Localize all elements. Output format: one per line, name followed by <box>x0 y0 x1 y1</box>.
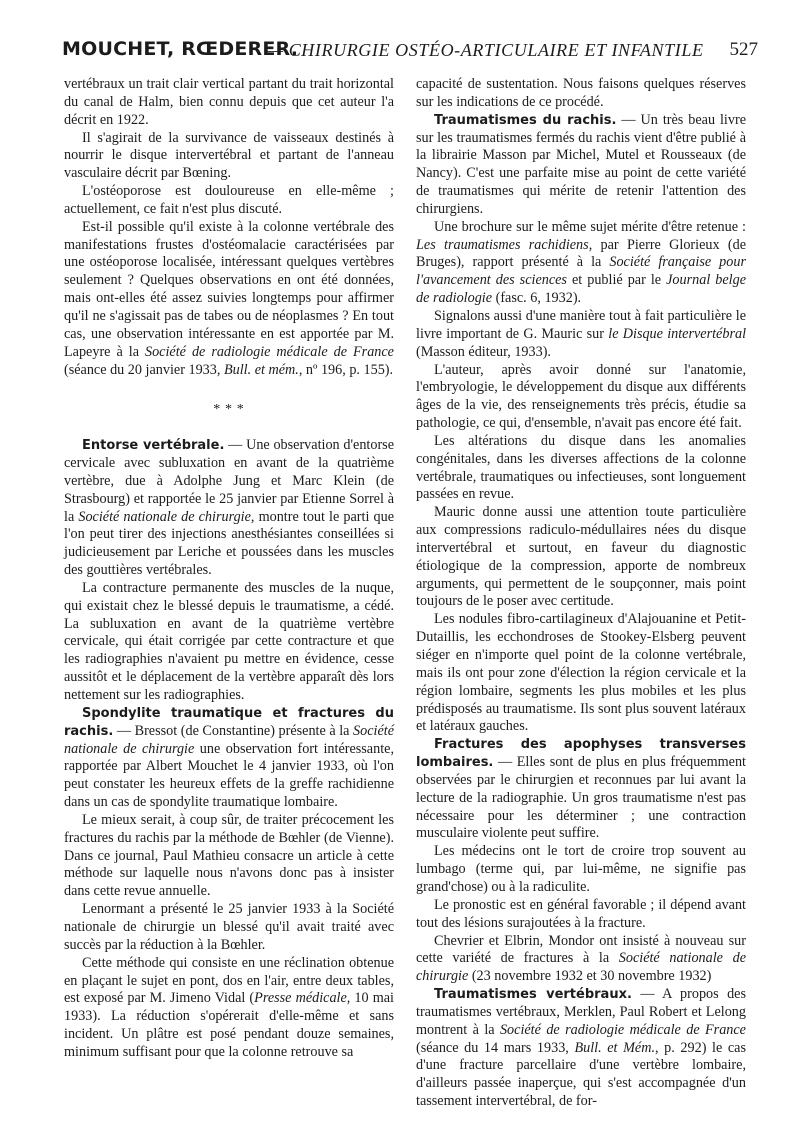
paragraph <box>416 219 746 308</box>
text-run: — A propos des traumatismes vertébraux, Merklen, Paul Robert et Lelong montrent à la <box>416 986 746 1038</box>
society-name: Société nationale de chirurgie <box>416 950 746 985</box>
section-heading: Fractures des apophyses transverses lombaires. <box>416 737 746 771</box>
paragraph <box>416 933 746 987</box>
text-run: — Bressot (de Constantine) présente à la <box>113 722 354 739</box>
text-run: , montre tout le parti que l'on peut tirer des injections anesthésiantes conseillées si judicieusement par Leriche et poussées dans les muscles des gouttières vertébrales. <box>64 508 395 579</box>
text-run: Chevrier et Elbrin, Mondor ont insisté à nouveau sur cette variété de fractures à la <box>416 932 746 967</box>
text-run: (séance du 20 janvier 1933, <box>64 361 224 378</box>
paragraph <box>64 437 394 580</box>
text-run: Signalons aussi d'une manière tout à fait particulière le livre important de G. Mauric sur <box>416 307 746 342</box>
paragraph: Lenormant a présenté le 25 janvier 1933 à la Société nationale de chirurgie un blessé qu'il avait traité avec succès par la réduction à la Bœhler. <box>64 901 394 953</box>
section-separator: * * * <box>213 402 245 418</box>
paragraph: Le mieux serait, à coup sûr, de traiter précocement les fractures du rachis par la méthode de Bœhler (de Vienne). Dans ce journal, Paul Mathieu consacre un article à cette méthode sur laquelle nous n'avons donc pas à insister dans cette revue annuelle. <box>64 811 394 900</box>
paragraph <box>64 955 394 1062</box>
journal-name: Journal belge de radiologie <box>416 272 747 307</box>
paragraph <box>64 705 394 812</box>
paragraph <box>416 112 746 219</box>
section-heading: Traumatismes du rachis. <box>434 112 617 128</box>
header-title: — CHIRURGIE OSTÉO-ARTICULAIRE ET INFANTILE <box>267 40 704 60</box>
paragraph: Les nodules fibro-cartilagineux d'Alajouanine et Petit-Dutaillis, les ecchondroses de Stookey-Elsberg peuvent siéger en n'importe quel point de la colonne vertébrale, mais ils ont pour zone d'élection la région cervicale et la région lombaire, segments les plus mobiles et les plus prédisposés au traumatisme. Ils sont plus souvent latéraux et latéraux gauches. <box>416 611 746 735</box>
paragraph: Les altérations du disque dans les anomalies congénitales, dans les diverses affections de la colonne vertébrale, traumatiques ou infectieuses, sont longuement passées en revue. <box>416 432 746 503</box>
page-number: 527 <box>729 39 758 60</box>
text-run: , par Pierre Glorieux (de Bruges), rapport présenté à la <box>416 236 747 271</box>
reference: Bull. et mém. <box>223 361 299 378</box>
section-heading: Traumatismes vertébraux. <box>434 987 632 1003</box>
paragraph: capacité de sustentation. Nous faisons quelques réserves sur les indications de ce procédé. <box>416 76 746 110</box>
text-run: (fasc. 6, 1932). <box>492 290 582 307</box>
paragraph: L'ostéoporose est douloureuse en elle-même ; actuellement, ce fait n'est plus discuté. <box>64 183 394 217</box>
book-title: Les traumatismes rachidiens <box>416 236 589 253</box>
journal-name: Presse médicale <box>254 990 347 1007</box>
paragraph: La contracture permanente des muscles de la nuque, qui existait chez le blessé depuis le traumatisme, a cédé. La subluxation en avant de la quatrième vertèbre cervicale, qui était corrigée par cette contracture et que les radiographies n'avaient pu mettre en évidence, cesse aussitôt et le déplacement de la vertèbre apparaît dès lors nettement sur les radiographies. <box>64 579 394 703</box>
paragraph: Les médecins ont le tort de croire trop souvent au lumbago (terme qui, par lui-même, ne signifie pas grand'chose) ou à la radiculite. <box>416 843 746 895</box>
text-run: , p. 292) le cas d'une fracture parcellaire d'une vertèbre lombaire, d'ailleurs passée inaperçue, qui s'est accompagnée d'un tassement intervertébral, de for- <box>416 1039 746 1110</box>
society-name: Société française pour l'avancement des sciences <box>416 254 746 289</box>
paragraph <box>416 736 746 843</box>
reference: Bull. et Mém. <box>574 1039 656 1056</box>
paragraph <box>416 308 746 362</box>
section-heading: Spondylite traumatique et fractures du rachis. <box>64 705 394 739</box>
paragraph: Le pronostic est en général favorable ; il dépend avant tout des lésions surajoutées à la fracture. <box>416 896 746 931</box>
paragraph: Il s'agirait de la survivance de vaisseaux destinés à nourrir le disque intervertébral et partant de l'anneau vasculaire décrit par Bœning. <box>64 129 394 182</box>
paragraph <box>64 219 394 380</box>
text-run: (séance du 14 mars 1933, <box>416 1039 575 1056</box>
society-name: Société de radiologie médicale de France <box>499 1021 746 1038</box>
paragraph: vertébraux un trait clair vertical partant du trait horizontal du canal de Halm, bien connu depuis que cet auteur l'a décrit en 1922. <box>64 76 394 128</box>
text-run: et publié par le <box>566 272 667 289</box>
book-title: le Disque intervertébral <box>608 325 747 342</box>
text-run: — Une observation d'entorse cervicale avec subluxation en avant de la quatrième vertèbre, due à Adolphe Jung et Marc Klein (de Strasbourg) et rapportée le 25 janvier par Etienne Sorrel à la <box>64 437 394 525</box>
text-run: (Masson éditeur, 1933). <box>416 343 551 360</box>
text-run: , 10 mai 1933). La réduction s'opérerait d'elle-même et sans incident. Un plâtre est posé pendant douze semaines, minimum suffisant pour que la colonne retrouve sa <box>64 990 394 1060</box>
header-authors: MOUCHET, RŒDERER. <box>62 38 299 60</box>
text-run: Cette méthode qui consiste en une réclination obtenue en plaçant le sujet en pont, dos en l'air, entre deux tables, est exposé par M. Jimeno Vidal ( <box>64 954 394 1007</box>
journal-name: Société de radiologie médicale de France <box>144 343 394 360</box>
text-run: (23 novembre 1932 et 30 novembre 1932) <box>468 968 712 985</box>
text-run: — Elles sont de plus en plus fréquemment observées par le chirurgien et reconnues par lui avant la lecture de la radiographie. Un gros traumatisme n'est pas nécessaire pour les déterminer ; une contraction musculaire violente peut suffire. <box>416 754 746 842</box>
right-column <box>416 76 746 1111</box>
text-run: — Un très beau livre sur les traumatismes fermés du rachis vient d'être publié à la librairie Masson par Michel, Mutel et Rousseaux (de Nancy). C'est une parfaite mise au point de cette variété de traumatismes qui mérite de retenir l'attention des chirurgiens. <box>416 111 746 217</box>
text-run: Est-il possible qu'il existe à la colonne vertébrale des manifestations frustes d'ostéomalacie caractérisées par une ostéoporose localisée, intéressant quelques vertèbres seulement ? Quelques observations en ont été données, mais ont-elles été assez suivies longtemps pour affirmer qu'il ne s'agissait pas de tabes ou de néoplasmes ? En tout cas, une observation intéressante en est apportée par M. Lapeyre à la <box>64 218 394 360</box>
text-run: une observation fort intéressante, rapportée par Albert Mouchet le 4 janvier 1933, où l'on peut constater les heureux effets de la greffe rachidienne dans un cas de spondylite traumatique lombaire. <box>64 740 394 811</box>
left-column <box>64 76 394 1062</box>
text-run: Une brochure sur le même sujet mérite d'être retenue : <box>434 218 746 235</box>
section-heading: Entorse vertébrale. <box>82 438 225 454</box>
paragraph: Mauric donne aussi une attention toute particulière aux compressions radiculo-médullaires nées du disque intervertébral et surtout, en faveur du diagnostic étiologique de la compression, apporte de nombreux arguments, qui permettent de le soupçonner, mais point toujours de le poser avec certitude. <box>416 504 746 610</box>
text-run: , nº 196, p. 155). <box>298 361 394 378</box>
paragraph <box>416 986 746 1111</box>
running-header <box>62 36 758 68</box>
society-name: Société nationale de chirurgie <box>78 508 251 525</box>
paragraph: L'auteur, après avoir donné sur l'anatomie, l'embryologie, le développement du disque aux différents âges de la vie, des renseignements très précis, étudie sa pathologie, ce qui, d'ensemble, n'avait pas encore été fait. <box>416 361 746 432</box>
society-name: Société nationale de chirurgie <box>64 722 394 757</box>
